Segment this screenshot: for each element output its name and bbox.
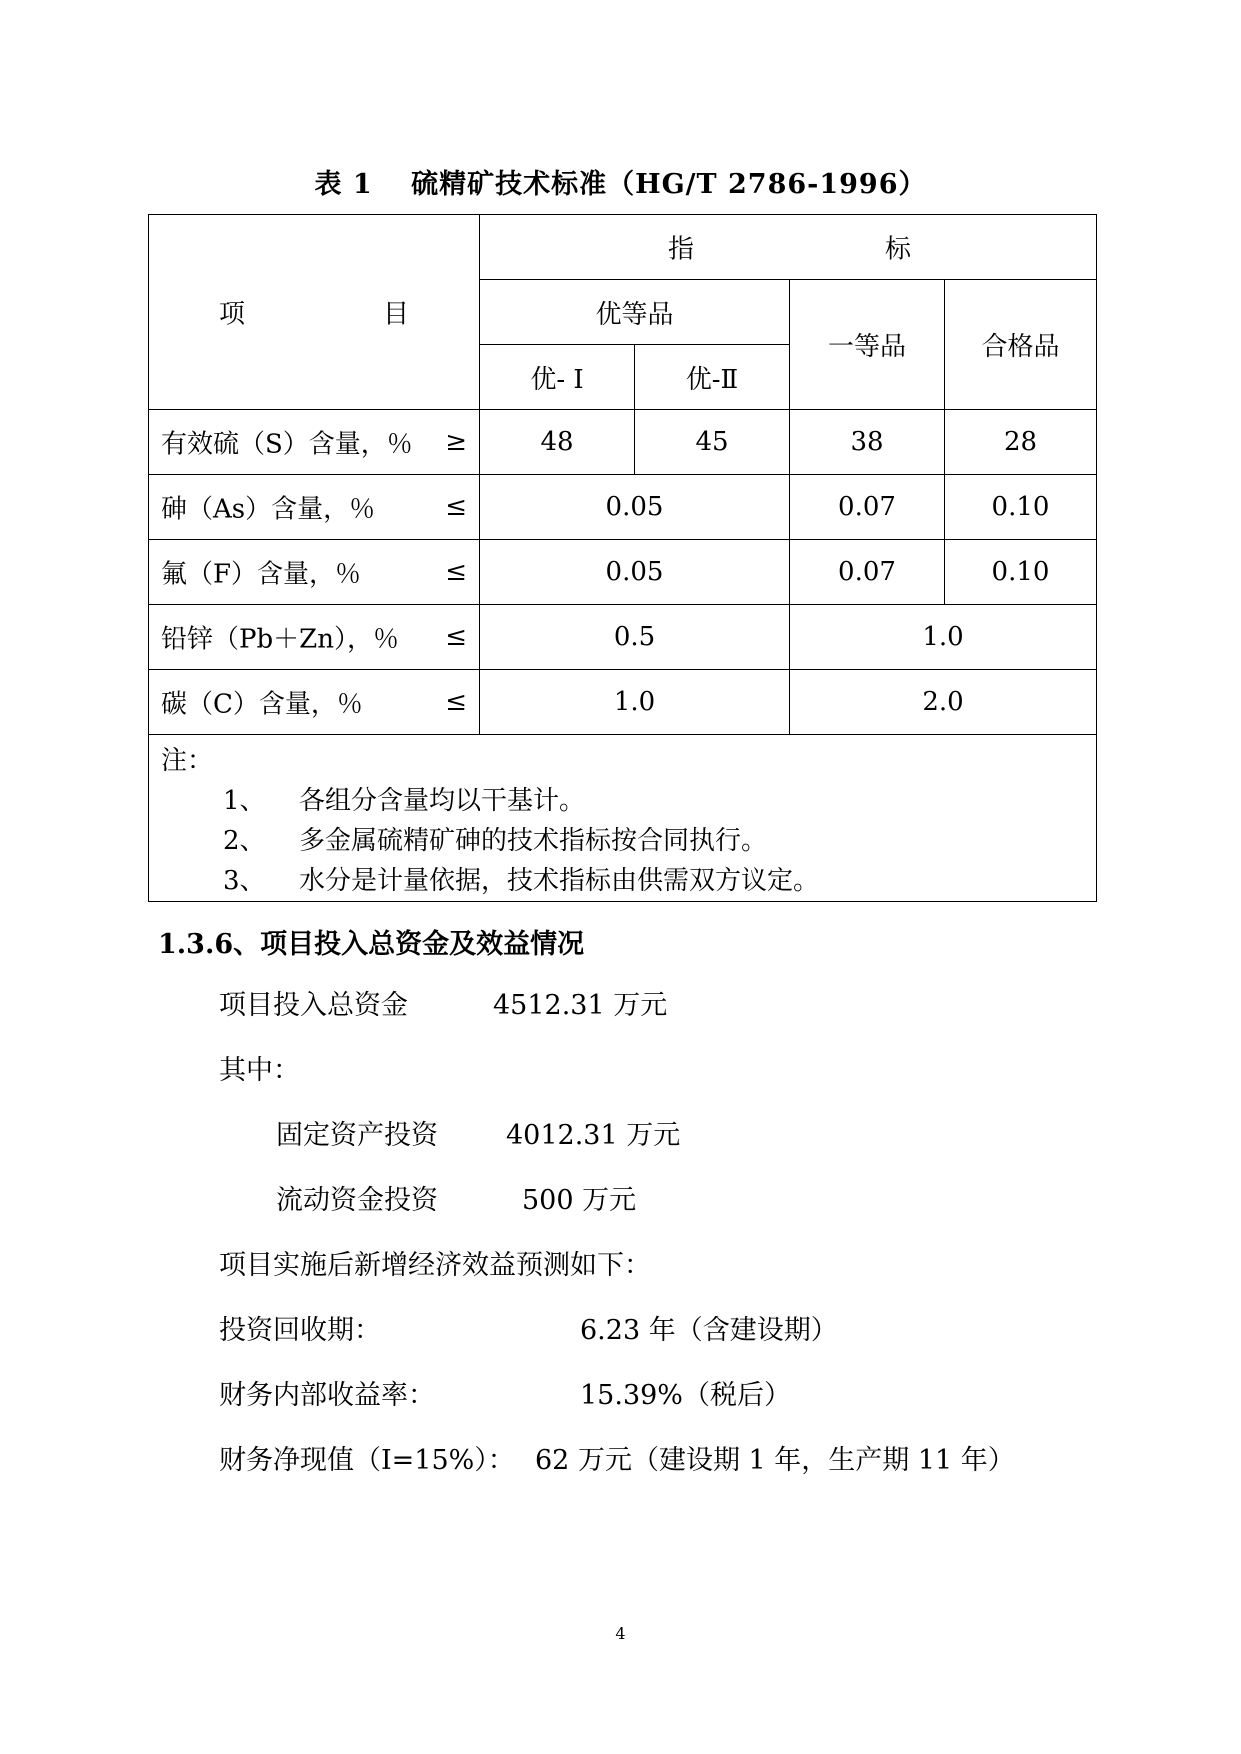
table-row: [149, 670, 1097, 735]
row-sign: ≤: [445, 687, 467, 717]
cell-superior: 1.0: [480, 670, 790, 735]
note-item: [161, 821, 1086, 861]
cell-superior: 0.05: [480, 475, 790, 540]
page-number: 4: [615, 1624, 626, 1643]
irr-label: 财务内部收益率：: [219, 1380, 435, 1411]
cell-superior: 0.05: [480, 540, 790, 605]
note-number: 3、: [223, 866, 266, 896]
row-label: 碳（C）含量，％: [161, 689, 363, 720]
cell-superior-2: 45: [635, 410, 790, 475]
among-label: 其中：: [219, 1055, 300, 1086]
header-superior-1: 优- I: [480, 345, 635, 410]
note-number: 1、: [223, 786, 266, 816]
cell-first-grade: 38: [790, 410, 945, 475]
fixed-asset-value: 4012.31 万元: [506, 1120, 681, 1151]
payback-value: 6.23 年（含建设期）: [580, 1315, 838, 1346]
note-item: [161, 861, 1086, 901]
header-index-right: 标: [885, 234, 912, 265]
table-row: [149, 410, 1097, 475]
row-label: 砷（As）含量，％: [161, 494, 376, 525]
row-label: 有效硫（S）含量，％: [161, 429, 413, 460]
cell-qualified: 0.10: [945, 540, 1097, 605]
cell-qualified: 28: [945, 410, 1097, 475]
npv-value: 62 万元（建设期 1 年，生产期 11 年）: [535, 1445, 1015, 1476]
cell-superior: 0.5: [480, 605, 790, 670]
table-row: [149, 475, 1097, 540]
working-capital-label: 流动资金投资: [276, 1185, 438, 1216]
note-text: 各组分含量均以干基计。: [299, 786, 586, 816]
spec-table: [148, 214, 1097, 902]
note-item: [161, 781, 1086, 821]
table-caption: 表 1 硫精矿技术标准（HG/T 2786-1996）: [314, 169, 927, 200]
header-item-cell: [149, 215, 480, 410]
header-item-right: 目: [382, 299, 409, 330]
notes-title: 注：: [161, 746, 214, 776]
total-investment-label: 项目投入总资金: [219, 990, 408, 1021]
fixed-asset-label: 固定资产投资: [276, 1120, 438, 1151]
header-item-left: 项: [219, 299, 246, 330]
cell-superior-1: 48: [480, 410, 635, 475]
table-row: [149, 540, 1097, 605]
cell-first-grade: 0.07: [790, 540, 945, 605]
npv-label: 财务净现值（I=15%）：: [219, 1445, 515, 1476]
section-title: 1.3.6、项目投入总资金及效益情况: [158, 929, 585, 960]
header-superior: 优等品: [480, 280, 790, 345]
note-number: 2、: [223, 826, 266, 856]
forecast-text: 项目实施后新增经济效益预测如下：: [219, 1250, 651, 1281]
header-superior-2: 优-Ⅱ: [635, 345, 790, 410]
working-capital-value: 500 万元: [522, 1185, 637, 1216]
row-label: 氟（F）含量，％: [161, 559, 362, 590]
cell-qualified: 0.10: [945, 475, 1097, 540]
note-text: 水分是计量依据，技术指标由供需双方议定。: [299, 866, 820, 896]
note-text: 多金属硫精矿砷的技术指标按合同执行。: [299, 826, 768, 856]
cell-first-grade: 0.07: [790, 475, 945, 540]
header-first-grade: 一等品: [790, 280, 945, 410]
row-sign: ≤: [445, 622, 467, 652]
cell-first-and-qualified: 1.0: [790, 605, 1097, 670]
row-label: 铅锌（Pb＋Zn），％: [161, 624, 399, 655]
total-investment-value: 4512.31 万元: [493, 990, 668, 1021]
header-index-left: 指: [668, 234, 695, 265]
row-sign: ≥: [445, 427, 467, 457]
header-index-cell: [480, 215, 1097, 280]
row-sign: ≤: [445, 492, 467, 522]
table-row: [149, 605, 1097, 670]
header-qualified: 合格品: [945, 280, 1097, 410]
irr-value: 15.39%（税后）: [580, 1380, 791, 1411]
cell-first-and-qualified: 2.0: [790, 670, 1097, 735]
row-sign: ≤: [445, 557, 467, 587]
payback-label: 投资回收期：: [219, 1315, 381, 1346]
notes-cell: [149, 735, 1097, 902]
